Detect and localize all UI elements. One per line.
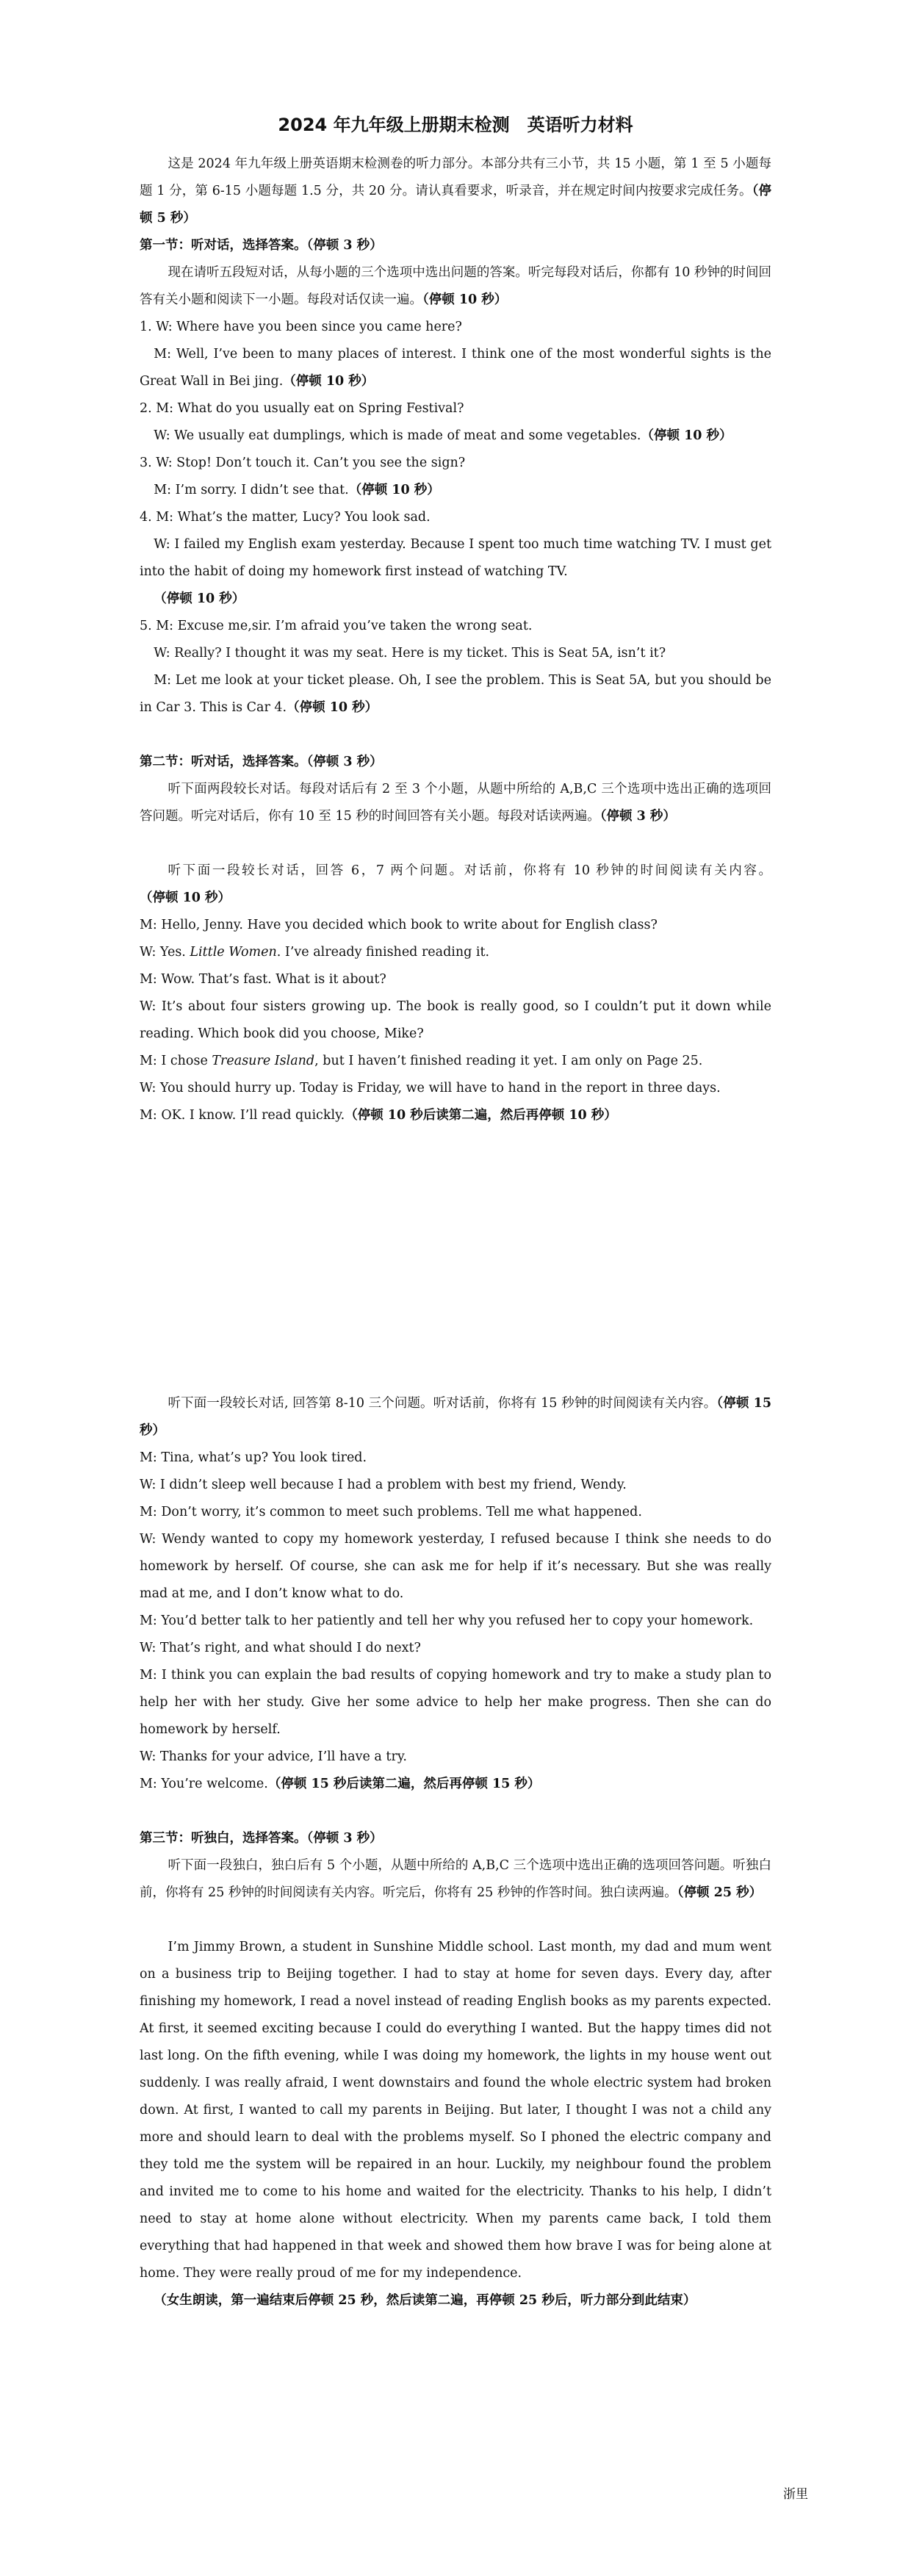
book-title: Treasure Island	[212, 1054, 315, 1068]
q3-line-w: 3. W: Stop! Don’t touch it. Can’t you see the sign?	[140, 456, 466, 470]
d1-line-3: M: Wow. That’s fast. What is it about?	[140, 972, 386, 987]
q4-pause: （停顿 10 秒）	[154, 591, 245, 606]
q3-line-m: M: I’m sorry. I didn’t see that.（停顿 10 秒）	[154, 483, 440, 497]
dialogue2-instructions: 听下面一段较长对话, 回答第 8-10 三个问题。听对话前，你将有 15 秒钟的时间阅读有关内容。（停顿 15 秒）	[140, 1396, 771, 1438]
d1-line-2: W: Yes. Little Women. I’ve already finished reading it.	[140, 945, 490, 960]
monologue-paragraph: I’m Jimmy Brown, a student in Sunshine Middle school. Last month, my dad and mum went on a business trip to Beijing together. I had to stay at home for seven days. Every day, after finishing my homework, I read a novel instead of reading English books as my parents expected. At first, it seemed exciting because I could do everything I wanted. But the happy times did not last long. On the fifth evening, while I was doing my homework, the lights in my house went out suddenly. I was really afraid, I went downstairs and found the whole electric system had broken down. At first, I wanted to call my parents in Beijing. But later, I thought I was not a child any more and should learn to deal with the problems myself. So I phoned the electric company and they told me the system will be repaired in an hour. Luckily, my neighbour found the problem and invited me to come to his home and waited for the electricity. Thanks to his help, I didn’t need to stay at home alone without electricity. When my parents came back, I told them everything that had happened in that week and showed them how brave I was for being alone at home. They were really proud of me for my independence.	[140, 1940, 771, 2281]
d2-line-9: M: You’re welcome.（停顿 15 秒后读第二遍，然后再停顿 15 秒）	[140, 1777, 541, 1791]
d1-line-4: W: It’s about four sisters growing up. The book is really good, so I couldn’t put it down while reading. Which book did you choose, Mike?	[140, 999, 771, 1041]
q4-line-m: 4. M: What’s the matter, Lucy? You look sad.	[140, 510, 431, 525]
section3-instructions: 听下面一段独白，独白后有 5 个小题，从题中所给的 A,B,C 三个选项中选出正确的选项回答问题。听独白前，你将有 25 秒钟的时间阅读有关内容。听完后，你将有 25 秒钟的作答时间。独白读两遍。（停顿 25 秒）	[140, 1858, 771, 1900]
q5-line-m1: 5. M: Excuse me,sir. I’m afraid you’ve taken the wrong seat.	[140, 619, 533, 633]
intro-paragraph: 这是 2024 年九年级上册英语期末检测卷的听力部分。本部分共有三小节，共 15 小题，第 1 至 5 小题每题 1 分，第 6-15 小题每题 1.5 分，共 20 分。请认真看要求，听录音，并在规定时间内按要求完成任务。（停顿 5 秒）	[140, 156, 771, 226]
q1-line-m: M: Well, I’ve been to many places of interest. I think one of the most wonderful sights is the Great Wall in Bei jing.（停顿 10 秒）	[140, 347, 771, 389]
q2-line-w: W: We usually eat dumplings, which is made of meat and some vegetables.（停顿 10 秒）	[154, 428, 732, 443]
d2-line-4: W: Wendy wanted to copy my homework yesterday, I refused because I think she needs to do homework by herself. Of course, she can ask me for help if it’s necessary. But she was really mad at me, and I don’t know what to do.	[140, 1532, 771, 1601]
d2-line-7: M: I think you can explain the bad results of copying homework and try to make a study plan to help her with her study. Give her some advice to help her make progress. Then she can do homework by herself.	[140, 1668, 771, 1737]
section1-instructions: 现在请听五段短对话，从每小题的三个选项中选出问题的答案。听完每段对话后，你都有 10 秒钟的时间回答有关小题和阅读下一小题。每段对话仅读一遍。（停顿 10 秒）	[140, 265, 771, 307]
d2-line-2: W: I didn’t sleep well because I had a problem with best my friend, Wendy.	[140, 1478, 627, 1492]
d2-line-6: W: That’s right, and what should I do next?	[140, 1641, 421, 1655]
d1-line-6: W: You should hurry up. Today is Friday, we will have to hand in the report in three days.	[140, 1081, 721, 1095]
d2-line-3: M: Don’t worry, it’s common to meet such problems. Tell me what happened.	[140, 1505, 642, 1519]
book-title: Little Women	[190, 945, 277, 960]
q4-line-w: W: I failed my English exam yesterday. Because I spent too much time watching TV. I must get into the habit of doing my homework first instead of watching TV.	[140, 537, 771, 579]
document-title: 2024 年九年级上册期末检测 英语听力材料	[278, 115, 633, 135]
closing-note: （女生朗读，第一遍结束后停顿 25 秒，然后读第二遍，再停顿 25 秒后，听力部分到此结束）	[154, 2293, 696, 2308]
d2-line-5: M: You’d better talk to her patiently and tell her why you refused her to copy your homework.	[140, 1613, 754, 1628]
section1-heading: 第一节：听对话，选择答案。（停顿 3 秒）	[140, 238, 383, 253]
page-footer: 浙里	[783, 2487, 808, 2502]
q5-line-w: W: Really? I thought it was my seat. Here is my ticket. This is Seat 5A, isn’t it?	[154, 646, 666, 661]
section2-heading: 第二节：听对话，选择答案。（停顿 3 秒）	[140, 755, 383, 769]
q2-line-m: 2. M: What do you usually eat on Spring Festival?	[140, 401, 464, 416]
q1-line-w: 1. W: Where have you been since you came here?	[140, 320, 462, 334]
d1-line-1: M: Hello, Jenny. Have you decided which book to write about for English class?	[140, 918, 658, 932]
section3-heading: 第三节：听独白，选择答案。（停顿 3 秒）	[140, 1831, 383, 1846]
d1-line-7: M: OK. I know. I’ll read quickly.（停顿 10 秒后读第二遍，然后再停顿 10 秒）	[140, 1108, 617, 1123]
dialogue1-instructions: 听下面一段较长对话，回答 6，7 两个问题。对话前，你将有 10 秒钟的时间阅读有关内容。（停顿 10 秒）	[140, 863, 771, 905]
section2-instructions: 听下面两段较长对话。每段对话后有 2 至 3 个小题，从题中所给的 A,B,C 三个选项中选出正确的选项回答问题。听完对话后，你有 10 至 15 秒的时间回答有关小题。每段对话读两遍。（停顿 3 秒）	[140, 782, 771, 824]
d2-line-8: W: Thanks for your advice, I’ll have a try.	[140, 1749, 407, 1764]
d1-line-5: M: I chose Treasure Island, but I haven’t finished reading it yet. I am only on Page 25.	[140, 1054, 703, 1068]
d2-line-1: M: Tina, what’s up? You look tired.	[140, 1450, 367, 1465]
q5-line-m2: M: Let me look at your ticket please. Oh, I see the problem. This is Seat 5A, but you should be in Car 3. This is Car 4.（停顿 10 秒）	[140, 673, 771, 715]
